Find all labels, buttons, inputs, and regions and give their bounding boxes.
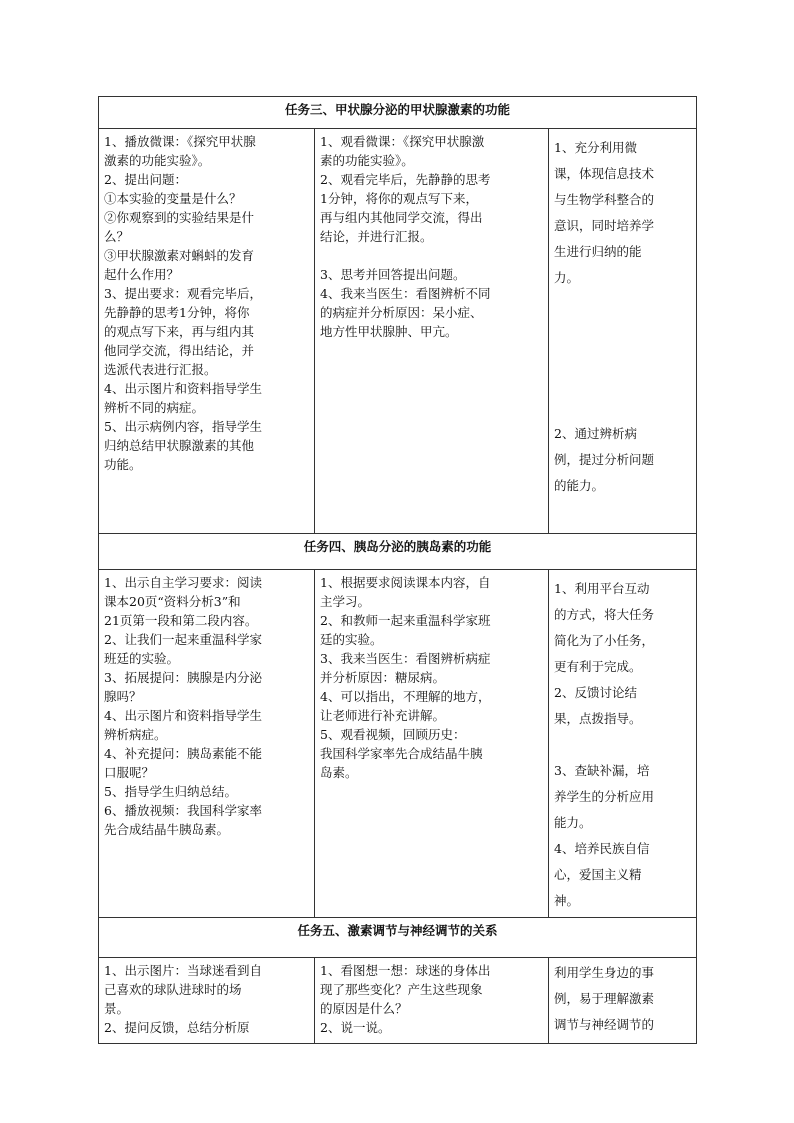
task4-student-line: 岛素。 [320, 765, 358, 780]
task4-student-line: 1、根据要求阅读课本内容，自 [320, 575, 491, 590]
task5-intent-line: 调节与神经调节的 [554, 1017, 655, 1032]
task4-teacher-line: 5、指导学生归纳总结。 [104, 784, 237, 799]
task3-teacher-line: ①本实验的变量是什么？ [104, 191, 242, 206]
task3-teacher-line: 4、出示图片和资料指导学生 [104, 381, 262, 396]
task3-student-line: 结论，并进行汇报。 [320, 229, 433, 244]
task3-student-line: 的病症并分析原因：呆小症、 [320, 305, 483, 320]
task3-intent-line: 2、通过辨析病 [554, 426, 637, 441]
task5-student-line: 2、说一说。 [320, 1020, 391, 1035]
task3-student-line: 1、观看微课：《探究甲状腺激 [320, 134, 485, 149]
task3-teacher-line: 辨析不同的病症。 [104, 400, 205, 415]
task5-teacher-line: 己喜欢的球队进球时的场 [104, 982, 242, 997]
task5-intent-cell [549, 958, 697, 1044]
task4-teacher-line: 3、拓展提问：胰腺是内分泌 [104, 670, 262, 685]
task4-intent-line: 简化为了小任务， [554, 633, 655, 648]
task4-teacher-line: 班廷的实验。 [104, 651, 180, 666]
task4-intent-line: 神。 [554, 893, 580, 908]
task3-intent-line: 1、充分利用微 [554, 140, 637, 155]
task4-teacher-line: 口服呢？ [104, 765, 155, 780]
task4-student-line: 主学习。 [320, 594, 371, 609]
task3-student-line: 地方性甲状腺肿、甲亢。 [320, 324, 458, 339]
task3-header-row [99, 97, 697, 129]
task3-student-line: 素的功能实验》。 [320, 153, 414, 168]
task3-teacher-line: 3、提出要求：观看完毕后， [104, 286, 262, 301]
task3-intent-cell [549, 129, 697, 534]
task5-teacher-line: 1、出示图片：当球迷看到自 [104, 963, 262, 978]
task4-student-line: 并分析原因：糖尿病。 [320, 670, 446, 685]
task4-intent-line: 的方式，将大任务 [554, 607, 655, 622]
task3-intent-line: 意识，同时培养学 [554, 218, 655, 233]
task3-intent-line: 的能力。 [554, 478, 605, 493]
task3-intent-line: 生进行归纳的能 [554, 244, 642, 259]
task3-teacher-cell [99, 129, 315, 534]
task4-student-line: 让老师进行补充讲解。 [320, 708, 446, 723]
task3-teacher-line: 归纳总结甲状腺激素的其他 [104, 438, 255, 453]
task4-intent-line: 更有利于完成。 [554, 659, 642, 674]
task3-intent-line: 与生物学科整合的 [554, 192, 655, 207]
task4-teacher-line: 2、让我们一起来重温科学家 [104, 632, 262, 647]
task4-teacher-line: 4、补充提问：胰岛素能不能 [104, 746, 262, 761]
task4-teacher-line: 21页第一段和第二段内容。 [104, 613, 258, 628]
task4-teacher-line: 4、出示图片和资料指导学生 [104, 708, 262, 723]
task5-teacher-cell [99, 958, 315, 1044]
task3-intent-line: 课，体现信息技术 [554, 166, 655, 181]
task3-teacher-line: ③甲状腺激素对蝌蚪的发育 [104, 248, 255, 263]
task3-teacher-line: 1、播放微课：《探究甲状腺 [104, 134, 256, 149]
task4-intent-line: 养学生的分析应用 [554, 789, 655, 804]
task4-teacher-line: 1、出示自主学习要求：阅读 [104, 575, 262, 590]
task3-student-line: 1分钟，将你的观点写下来， [320, 191, 478, 206]
task4-teacher-line: 6、播放视频：我国科学家率 [104, 803, 262, 818]
task4-intent-line: 3、查缺补漏，培 [554, 763, 650, 778]
task4-student-cell [315, 570, 549, 918]
task3-teacher-line: 的观点写下来，再与组内其 [104, 324, 255, 339]
task4-intent-cell [549, 570, 697, 918]
task5-student-cell [315, 958, 549, 1044]
task4-student-line: 4、可以指出，不理解的地方， [320, 689, 491, 704]
task4-intent-line: 心，爱国主义精 [554, 867, 642, 882]
task5-student-line: 现了那些变化？产生这些现象 [320, 982, 483, 997]
task4-student-line: 5、观看视频，回顾历史： [320, 727, 466, 742]
task5-teacher-line: 景。 [104, 1001, 130, 1016]
task3-teacher-line: 2、提出问题： [104, 172, 187, 187]
task5-header-row [99, 918, 697, 958]
task4-student-line: 我国科学家率先合成结晶牛胰 [320, 746, 483, 761]
task4-student-line: 2、和教师一起来重温科学家班 [320, 613, 491, 628]
task3-student-line: 4、我来当医生：看图辨析不同 [320, 286, 491, 301]
task4-teacher-line: 先合成结晶牛胰岛素。 [104, 822, 230, 837]
task3-teacher-line: 先静静的思考1分钟，将你 [104, 305, 250, 320]
task5-intent-line: 利用学生身边的事 [554, 965, 655, 980]
task3-teacher-line: 起什么作用？ [104, 267, 180, 282]
task4-student-line: 3、我来当医生：看图辨析病症 [320, 651, 491, 666]
task3-intent-line: 力。 [554, 270, 580, 285]
task3-teacher-line: ②你观察到的实验结果是什 [104, 210, 255, 225]
task5-teacher-line: 2、提问反馈，总结分析原 [104, 1020, 250, 1035]
task4-intent-line: 果，点拨指导。 [554, 711, 642, 726]
task4-header-row [99, 534, 697, 570]
task4-teacher-line: 腺吗？ [104, 689, 142, 704]
task4-content-row [99, 570, 697, 918]
task3-teacher-line: 他同学交流，得出结论，并 [104, 343, 255, 358]
task4-intent-line: 2、反馈讨论结 [554, 685, 637, 700]
task5-student-line: 的原因是什么？ [320, 1001, 408, 1016]
task3-title: 任务三、甲状腺分泌的甲状腺激素的功能 [99, 97, 697, 129]
task3-teacher-line: 功能。 [104, 457, 142, 472]
task4-title: 任务四、胰岛分泌的胰岛素的功能 [99, 534, 697, 570]
task4-intent-line: 4、培养民族自信 [554, 841, 650, 856]
task4-teacher-line: 课本20页“资料分析3”和 [104, 594, 241, 609]
task5-student-line: 1、看图想一想：球迷的身体出 [320, 963, 491, 978]
task3-student-cell [315, 129, 549, 534]
task3-student-line: 3、思考并回答提出问题。 [320, 267, 466, 282]
task4-teacher-cell [99, 570, 315, 918]
task4-intent-line: 1、利用平台互动 [554, 581, 650, 596]
task5-intent-line: 例，易于理解激素 [554, 991, 655, 1006]
lesson-plan-table [98, 96, 697, 1044]
task5-content-row [99, 958, 697, 1044]
task3-teacher-line: 5、出示病例内容，指导学生 [104, 419, 262, 434]
task3-teacher-line: 激素的功能实验》。 [104, 153, 211, 168]
task3-student-line: 2、观看完毕后，先静静的思考 [320, 172, 491, 187]
task3-intent-line: 例，提过分析问题 [554, 452, 655, 467]
task4-teacher-line: 辨析病症。 [104, 727, 167, 742]
task4-student-line: 廷的实验。 [320, 632, 383, 647]
task4-intent-line: 能力。 [554, 815, 592, 830]
task3-teacher-line: 选派代表进行汇报。 [104, 362, 217, 377]
task3-content-row [99, 129, 697, 534]
task3-teacher-line: 么？ [104, 229, 130, 244]
task5-title: 任务五、激素调节与神经调节的关系 [99, 918, 697, 958]
task3-student-line: 再与组内其他同学交流，得出 [320, 210, 483, 225]
